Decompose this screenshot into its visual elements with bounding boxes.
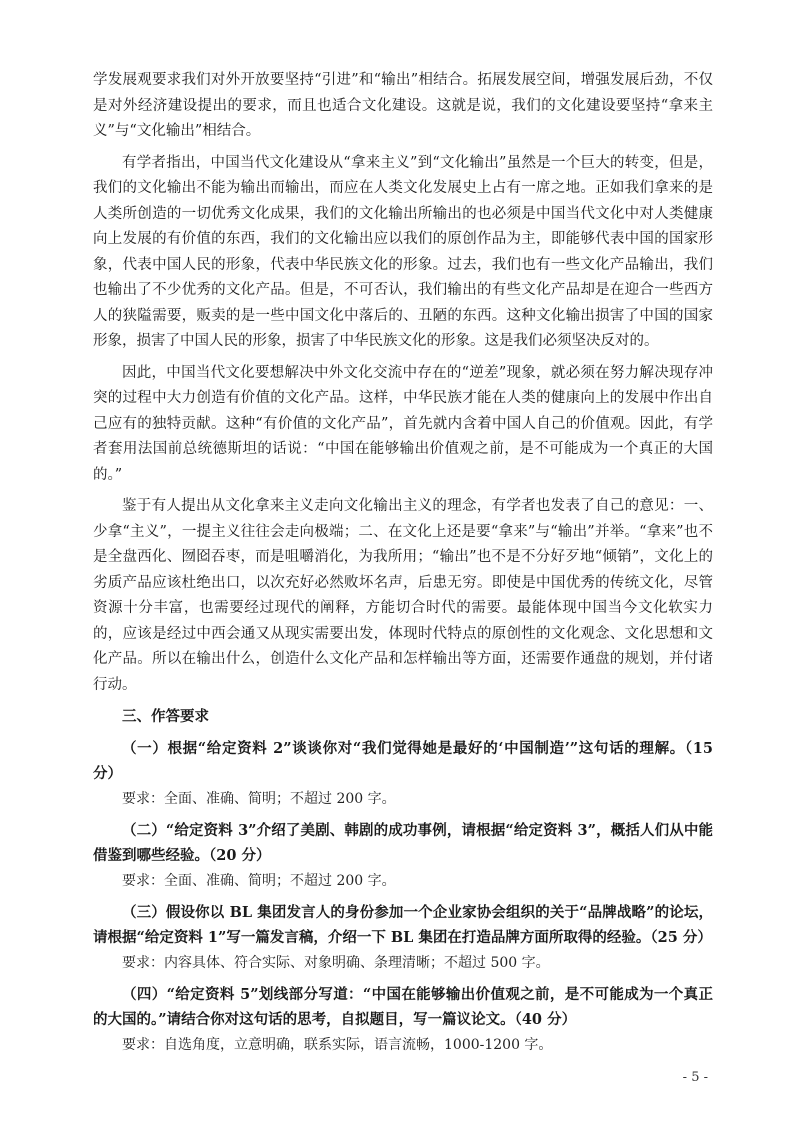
question-2: （二）“给定资料 3”介绍了美剧、韩剧的成功事例，请根据“给定资料 3”，概括人们从中能借鉴到哪些经验。（20 分）: [93, 821, 713, 864]
question-1: （一）根据“给定资料 2”谈谈你对“我们觉得她是最好的‘中国制造’”这句话的理解。（15 分）: [93, 739, 713, 782]
question-4-requirement: 要求：自选角度，立意明确，联系实际，语言流畅，1000-1200 字。: [122, 1036, 553, 1053]
paragraph-take-and-export: 鉴于有人提出从文化拿来主义走向文化输出主义的理念，有学者也发表了自己的意见：一、少拿“主义”，一提主义往往会走向极端；二、在文化上还是要“拿来”与“输出”并举。“拿来”也不是全盘西化、囫囵吞枣，而是咀嚼消化，为我所用；“输出”也不是不分好歹地“倾销”，文化上的劣质产品应该杜绝出口，以次充好必然败坏名声，后患无穷。即使是中国优秀的传统文化，尽管资源十分丰富，也需要经过现代的阐释，方能切合时代的需要。最能体现中国当今文化软实力的，应该是经过中西会通又从现实需要出发，体现时代特点的原创性的文化观念、文化思想和文化产品。所以在输出什么，创造什么文化产品和怎样输出等方面，还需要作通盘的规划，并付诸行动。: [93, 498, 713, 693]
paragraph-scholar-view: 有学者指出，中国当代文化建设从“拿来主义”到“文化输出”虽然是一个巨大的转变，但是，我们的文化输出不能为输出而输出，而应在人类文化发展史上占有一席之地。正如我们拿来的是人类所创造的一切优秀文化成果，我们的文化输出所输出的也必须是中国当代文化中对人类健康向上发展的有价值的东西，我们的文化输出应以我们的原创作品为主，即能够代表中国的国家形象，代表中国人民的形象，代表中华民族文化的形象。过去，我们也有一些文化产品输出，我们也输出了不少优秀的文化产品。但是，不可否认，我们输出的有些文化产品却是在迎合一些西方人的狭隘需要，贩卖的是一些中国文化中落后的、丑陋的东西。这种文化输出损害了中国的国家形象，损害了中国人民的形象，损害了中华民族文化的形象。这是我们必须坚决反对的。: [93, 154, 713, 349]
page-number: - 5 -: [682, 1070, 708, 1085]
question-3-requirement: 要求：内容具体、符合实际、对象明确、条理清晰；不超过 500 字。: [122, 954, 550, 971]
section-heading: 三、作答要求: [122, 708, 209, 725]
question-4: （四）“给定资料 5”划线部分写道：“中国在能够输出价值观之前，是不可能成为一个真正的大国的。”请结合你对这句话的思考，自拟题目，写一篇议论文。（40 分）: [93, 985, 713, 1028]
paragraph-cultural-deficit: 因此，中国当代文化要想解决中外文化交流中存在的“逆差”现象，就必须在努力解决现存冲突的过程中大力创造有价值的文化产品。这样，中华民族才能在人类的健康向上的发展中作出自己应有的独特贡献。这种“有价值的文化产品”，首先就内含着中国人自己的价值观。因此，有学者套用法国前总统德斯坦的话说：“中国在能够输出价值观之前，是不可能成为一个真正的大国的。”: [93, 364, 713, 483]
document-page: [93, 68, 713, 1058]
question-1-requirement: 要求：全面、准确、简明；不超过 200 字。: [122, 790, 396, 807]
question-3: （三）假设你以 BL 集团发言人的身份参加一个企业家协会组织的关于“品牌战略”的论坛，请根据“给定资料 1”写一篇发言稿，介绍一下 BL 集团在打造品牌方面所取得的经验。（25 分）: [93, 903, 713, 946]
paragraph-continuation: 学发展观要求我们对外开放要坚持“引进”和“输出”相结合。拓展发展空间，增强发展后劲，不仅是对外经济建设提出的要求，而且也适合文化建设。这就是说，我们的文化建设要坚持“拿来主义”与“文化输出”相结合。: [93, 72, 713, 139]
question-2-requirement: 要求：全面、准确、简明；不超过 200 字。: [122, 872, 396, 889]
